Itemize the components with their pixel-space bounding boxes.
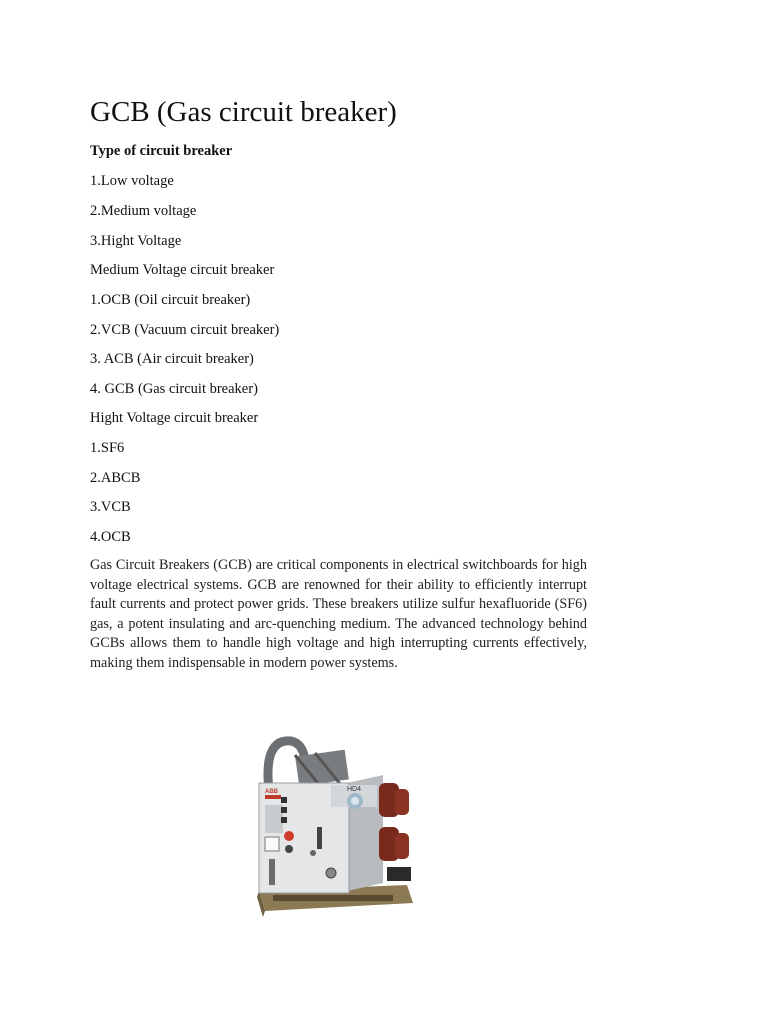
list-item-high-voltage: 3.Hight Voltage bbox=[90, 233, 182, 249]
list-item-sf6: 1.SF6 bbox=[90, 440, 125, 456]
list-item-gcb: 4. GCB (Gas circuit breaker) bbox=[90, 381, 258, 397]
list-item-abcb: 2.ABCB bbox=[90, 470, 141, 486]
list-item-vcb: 2.VCB (Vacuum circuit breaker) bbox=[90, 322, 280, 338]
list-item-vcb-hv: 3.VCB bbox=[90, 499, 131, 515]
section-heading: Type of circuit breaker bbox=[90, 143, 233, 159]
model-label: HD4 bbox=[347, 786, 362, 793]
list-item-ocb-hv: 4.OCB bbox=[90, 529, 131, 545]
medium-voltage-subheading: Medium Voltage circuit breaker bbox=[90, 262, 275, 278]
list-item-acb: 3. ACB (Air circuit breaker) bbox=[90, 351, 254, 367]
description-paragraph: Gas Circuit Breakers (GCB) are critical components in electrical switchboards for high voltage electrical systems. GCB are renowned for their ability to efficiently interrupt fault currents and protect power grids. These breakers utilize sulfur hexafluoride (SF6) gas, a potent insulating and arc-quenching medium. The advanced technology behind GCBs allows them to handle high voltage and high interrupting currents effectively, making them indispensable in modern power systems. bbox=[90, 557, 587, 671]
list-item-ocb: 1.OCB (Oil circuit breaker) bbox=[90, 292, 251, 308]
list-item-medium-voltage: 2.Medium voltage bbox=[90, 203, 197, 219]
high-voltage-subheading: Hight Voltage circuit breaker bbox=[90, 410, 259, 426]
circuit-breaker-image bbox=[255, 735, 425, 920]
brand-label: ABB bbox=[265, 789, 278, 795]
document-title: GCB (Gas circuit breaker) bbox=[90, 96, 397, 128]
list-item-low-voltage: 1.Low voltage bbox=[90, 173, 174, 189]
